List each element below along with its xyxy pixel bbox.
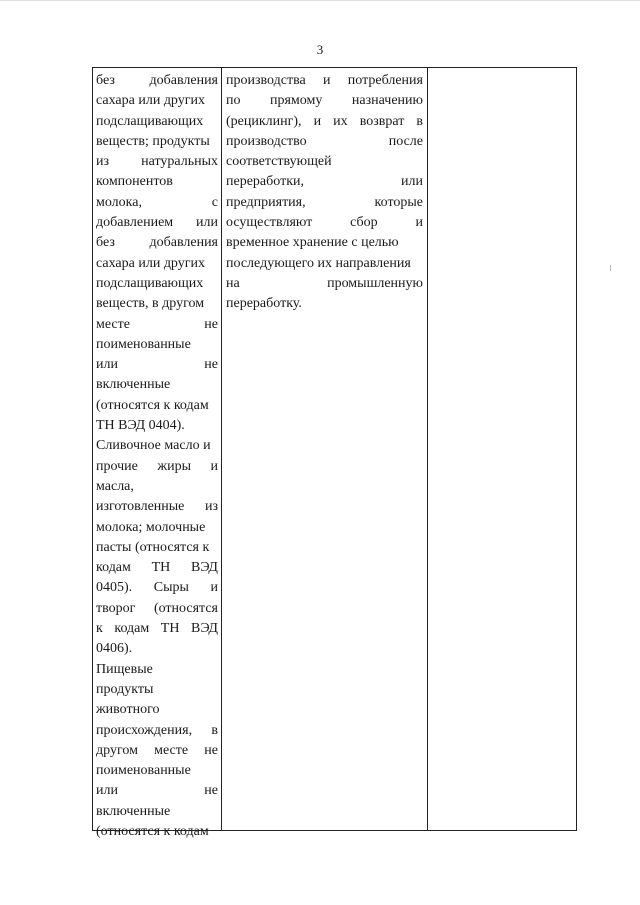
- line-word: молока,: [96, 194, 142, 210]
- text-line: [226, 91, 423, 111]
- line-word: без: [96, 235, 115, 251]
- line-word: соответствующей: [226, 154, 332, 170]
- line-word: поименованные: [96, 763, 191, 779]
- line-word: не: [204, 783, 218, 799]
- line-word: ВЭД: [191, 621, 218, 637]
- text-line: [96, 680, 218, 700]
- table-column-empty: [428, 68, 576, 830]
- line-word: ВЭД: [191, 560, 218, 576]
- line-word: предприятия,: [226, 194, 306, 210]
- line-word: добавления: [149, 235, 218, 251]
- text-line: [96, 193, 218, 213]
- line-word: потребления: [347, 73, 423, 88]
- line-word: или: [401, 174, 423, 190]
- text-line: [96, 558, 218, 578]
- line-word: и: [313, 113, 322, 129]
- text-line: [96, 315, 218, 335]
- line-word: или: [96, 357, 118, 373]
- text-line: [96, 396, 218, 416]
- document-table: [92, 67, 577, 839]
- line-word: из: [204, 499, 218, 515]
- text-line: [96, 91, 218, 111]
- text-line: [96, 619, 218, 639]
- line-word: Сыры: [153, 580, 189, 596]
- line-word: 0405).: [96, 580, 133, 596]
- line-word: компонентов: [96, 174, 173, 190]
- line-word: переработку.: [226, 296, 302, 312]
- line-word: ТН ВЭД 0404).: [96, 418, 185, 434]
- text-line: [96, 294, 218, 314]
- line-word: сбор: [350, 215, 378, 231]
- text-line: [96, 355, 218, 375]
- text-line: [96, 71, 218, 91]
- text-line: [96, 112, 218, 132]
- line-word: и: [210, 458, 218, 474]
- text-line: [96, 721, 218, 741]
- line-word: к: [96, 621, 103, 637]
- text-line: [226, 71, 423, 91]
- line-word: не: [204, 316, 218, 332]
- text-line: [226, 193, 423, 213]
- line-word: Пищевые: [96, 661, 153, 677]
- line-word: которые: [374, 194, 423, 210]
- line-word: на: [226, 275, 240, 291]
- text-line: [96, 172, 218, 192]
- line-word: не: [204, 742, 218, 758]
- line-word: последующего их направления: [226, 255, 411, 271]
- text-line: [96, 335, 218, 355]
- line-word: (относятся к кодам: [96, 823, 209, 839]
- line-word: и: [210, 580, 218, 596]
- text-line: [226, 213, 423, 233]
- text-line: [96, 152, 218, 172]
- text-line: [226, 132, 423, 152]
- line-word: (относятся: [153, 600, 218, 616]
- line-word: производства: [226, 73, 306, 88]
- text-line: [226, 294, 423, 314]
- text-line: [96, 477, 218, 497]
- line-word: натуральных: [141, 154, 218, 170]
- line-word: веществ, в другом: [96, 296, 205, 312]
- line-word: их: [333, 113, 348, 129]
- line-word: происхождения,: [96, 722, 193, 738]
- line-word: Сливочное масло и: [96, 438, 211, 454]
- line-word: 0406).: [96, 641, 133, 657]
- text-line: [226, 152, 423, 172]
- scan-artifact-mark: [610, 265, 611, 271]
- line-word: в: [416, 113, 423, 129]
- line-word: осуществляют: [226, 215, 313, 231]
- line-word: промышленную: [327, 275, 423, 291]
- line-word: веществ; продукты: [96, 133, 210, 149]
- text-line: [96, 254, 218, 274]
- text-line: [96, 497, 218, 517]
- text-line: [96, 741, 218, 761]
- line-word: поименованные: [96, 336, 191, 352]
- line-word: животного: [96, 702, 160, 718]
- line-word: временное хранение с целью: [226, 235, 399, 251]
- text-line: [96, 213, 218, 233]
- line-word: другом: [96, 742, 138, 758]
- text-line: [96, 416, 218, 436]
- line-word: месте: [96, 316, 130, 332]
- line-word: изготовленные: [96, 499, 185, 515]
- line-word: ТН: [151, 560, 171, 576]
- line-word: по: [226, 93, 241, 109]
- text-line: [96, 660, 218, 680]
- text-line: [96, 132, 218, 152]
- line-word: или: [96, 783, 118, 799]
- text-line: [96, 578, 218, 598]
- line-word: добавлением: [96, 215, 174, 231]
- column-1-text: [93, 68, 221, 842]
- line-word: пасты (относятся к: [96, 539, 210, 555]
- column-2-text: [222, 68, 427, 315]
- text-line: [96, 639, 218, 659]
- line-word: подслащивающих: [96, 113, 204, 129]
- line-word: масла,: [96, 478, 134, 494]
- text-line: [226, 274, 423, 294]
- scan-top-edge: [0, 0, 640, 1]
- line-word: ТН: [160, 621, 180, 637]
- line-word: сахара или других: [96, 93, 205, 109]
- text-line: [96, 274, 218, 294]
- line-word: жиры: [157, 458, 191, 474]
- line-word: и: [323, 73, 331, 88]
- line-word: назначению: [351, 93, 423, 109]
- column-3-text: [428, 68, 576, 71]
- line-word: с: [211, 194, 218, 210]
- line-word: кодам: [114, 621, 150, 637]
- line-word: после: [388, 133, 423, 149]
- line-word: месте: [154, 742, 189, 758]
- line-word: без: [96, 73, 115, 88]
- text-line: [96, 233, 218, 253]
- line-word: включенные: [96, 377, 171, 393]
- line-word: переработки,: [226, 174, 304, 190]
- line-word: или: [196, 215, 218, 231]
- line-word: из: [96, 154, 110, 170]
- text-line: [96, 518, 218, 538]
- text-line: [96, 822, 218, 842]
- text-line: [96, 781, 218, 801]
- text-line: [226, 112, 423, 132]
- text-line: [226, 233, 423, 253]
- line-word: подслащивающих: [96, 275, 204, 291]
- page-number: 3: [316, 42, 324, 57]
- line-word: включенные: [96, 803, 171, 819]
- line-word: (относятся к кодам: [96, 397, 209, 413]
- text-line: [96, 538, 218, 558]
- line-word: прочие: [96, 458, 138, 474]
- text-line: [96, 457, 218, 477]
- line-word: в: [211, 722, 218, 738]
- line-word: кодам: [96, 560, 131, 576]
- line-word: добавления: [149, 73, 218, 88]
- text-line: [96, 761, 218, 781]
- line-word: продукты: [96, 681, 154, 697]
- line-word: сахара или других: [96, 255, 205, 271]
- table-column-activity-description: [222, 68, 428, 830]
- text-line: [226, 254, 423, 274]
- text-line: [96, 436, 218, 456]
- table-column-product-description: [93, 68, 222, 839]
- line-word: и: [415, 215, 423, 231]
- text-line: [96, 802, 218, 822]
- text-line: [96, 700, 218, 720]
- line-word: творог: [96, 600, 136, 616]
- line-word: прямому: [270, 93, 323, 109]
- text-line: [96, 599, 218, 619]
- line-word: возврат: [359, 113, 405, 129]
- text-line: [96, 375, 218, 395]
- line-word: не: [204, 357, 218, 373]
- line-word: (рециклинг),: [226, 113, 302, 129]
- text-line: [226, 172, 423, 192]
- line-word: молока; молочные: [96, 519, 206, 535]
- line-word: производство: [226, 133, 307, 149]
